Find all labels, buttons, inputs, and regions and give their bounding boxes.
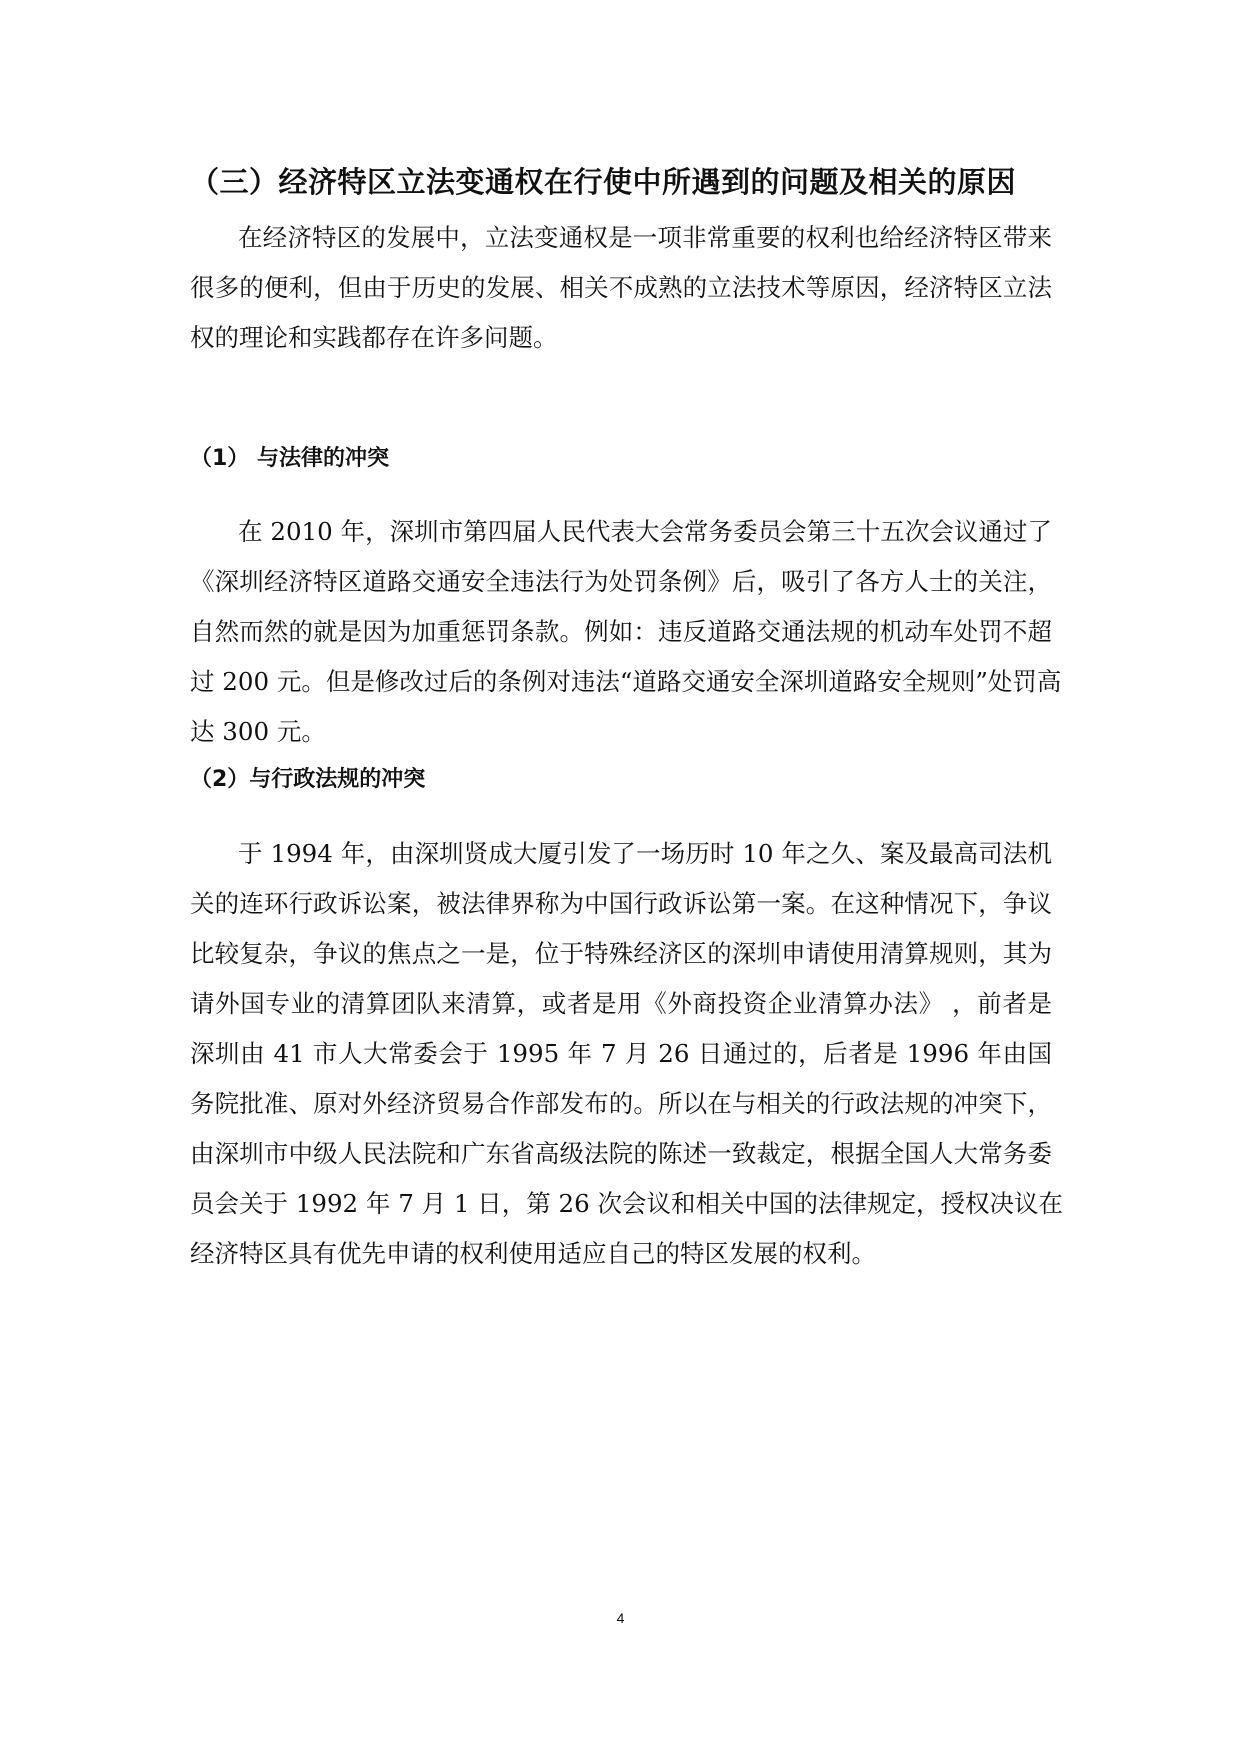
paragraph-line: 深圳由 41 市人大常委会于 1995 年 7 月 26 日通过的，后者是 1996 年由国 [190, 1039, 1052, 1068]
paragraph-line: 自然而然的就是因为加重惩罚条款。例如：违反道路交通法规的机动车处罚不超 [190, 617, 1052, 646]
subsection-heading-2: （2）与行政法规的冲突 [190, 767, 426, 792]
paragraph-line: 务院批准、原对外经济贸易合作部发布的。所以在与相关的行政法规的冲突下， [190, 1089, 1052, 1118]
paragraph-line: 比较复杂，争议的焦点之一是，位于特殊经济区的深圳申请使用清算规则，其为 [190, 939, 1052, 968]
paragraph-line: 权的理论和实践都存在许多问题。 [190, 323, 558, 352]
paragraph-line: 很多的便利，但由于历史的发展、相关不成熟的立法技术等原因，经济特区立法 [190, 273, 1052, 302]
paragraph-line: 达 300 元。 [190, 717, 326, 746]
page-number: 4 [616, 1610, 625, 1626]
paragraph-line: 过 200 元。但是修改过后的条例对违法“道路交通安全深圳道路安全规则”处罚高 [190, 667, 1062, 696]
paragraph-line: 《深圳经济特区道路交通安全违法行为处罚条例》后，吸引了各方人士的关注， [190, 567, 1052, 596]
section2-paragraph [190, 829, 1064, 1279]
paragraph-line: 请外国专业的清算团队来清算，或者是用《外商投资企业清算办法》 ，前者是 [190, 989, 1052, 1018]
paragraph-line: 在经济特区的发展中，立法变通权是一项非常重要的权利也给经济特区带来 [238, 223, 1052, 252]
paragraph-line: 关的连环行政诉讼案，被法律界称为中国行政诉讼第一案。在这种情况下，争议 [190, 889, 1052, 918]
paragraph-line: 在 2010 年，深圳市第四届人民代表大会常务委员会第三十五次会议通过了 [238, 517, 1052, 546]
subsection-heading-1: （1） 与法律的冲突 [190, 446, 389, 471]
section-heading: （三）经济特区立法变通权在行使中所遇到的问题及相关的原因 [190, 165, 1017, 199]
paragraph-line: 员会关于 1992 年 7 月 1 日，第 26 次会议和相关中国的法律规定，授权决议在 [190, 1189, 1064, 1218]
paragraph-line: 由深圳市中级人民法院和广东省高级法院的陈述一致裁定，根据全国人大常务委 [190, 1139, 1052, 1168]
section1-paragraph [190, 507, 1062, 757]
paragraph-line: 于 1994 年，由深圳贤成大厦引发了一场历时 10 年之久、案及最高司法机 [238, 839, 1052, 868]
intro-paragraph [190, 213, 1052, 363]
paragraph-line: 经济特区具有优先申请的权利使用适应自己的特区发展的权利。 [190, 1239, 876, 1268]
